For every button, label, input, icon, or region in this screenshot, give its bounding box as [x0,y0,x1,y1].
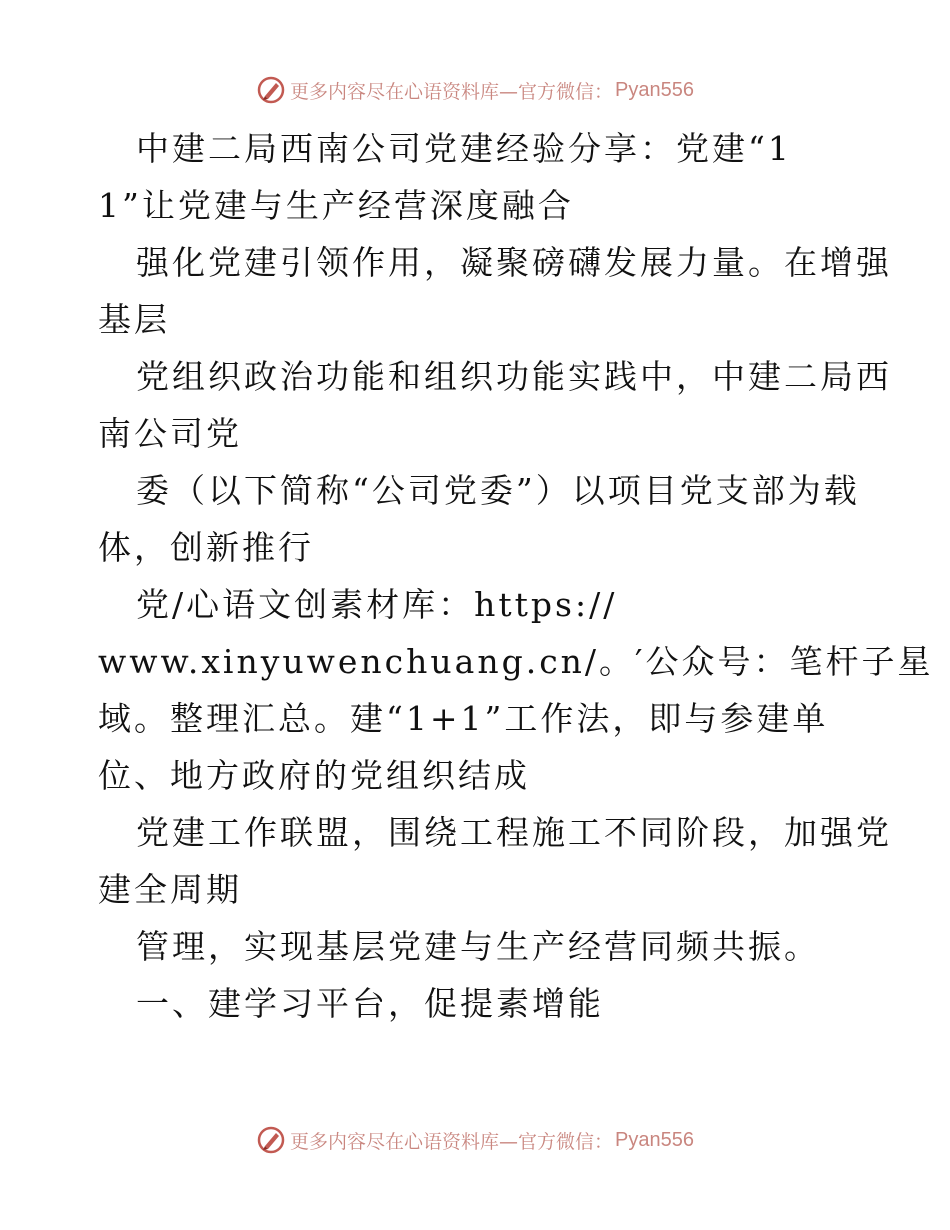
paragraph-line: 强化党建引领作用，凝聚磅礴发展力量。在增强 [136,243,892,282]
paragraph-line: 域。整理汇总。建“1+1”工作法，即与参建单 [98,699,829,738]
paragraph-line: 建全周期 [98,870,242,909]
footer-watermark-banner [0,1120,950,1160]
paragraph-line: 委（以下简称“公司党委”）以项目党支部为载 [136,471,860,510]
pen-circle-logo-icon [256,75,286,105]
banner-text: 更多内容尽在心语资料库—官方微信： [290,1130,614,1153]
paragraph-line: 南公司党 [98,414,242,453]
banner-text: 更多内容尽在心语资料库—官方微信： [290,80,614,103]
paragraph-line: 党组织政治功能和组织功能实践中，中建二局西 [136,357,892,396]
paragraph-line: 管理，实现基层党建与生产经营同频共振。 [136,927,820,966]
document-body [98,120,934,1032]
paragraph-line: 基层 [98,300,170,339]
header-watermark-banner [0,70,950,110]
paragraph-line-url: www.xinyuwenchuang.cn/。′公众号：笔杆子星 [98,642,934,681]
document-title-line-1: 中建二局西南公司党建经验分享：党建“1 [136,129,792,168]
banner-wechat-id: Pyan556 [615,78,694,101]
banner-wechat-id: Pyan556 [615,1128,694,1151]
paragraph-line: 体，创新推行 [98,528,314,567]
document-title-line-2: 1”让党建与生产经营深度融合 [98,186,574,225]
paragraph-line: 位、地方政府的党组织结成 [98,756,530,795]
pen-circle-logo-icon [256,1125,286,1155]
section-heading: 一、建学习平台，促提素增能 [136,984,604,1023]
paragraph-line: 党建工作联盟，围绕工程施工不同阶段，加强党 [136,813,892,852]
paragraph-line: 党/心语文创素材库：https:// [136,585,618,624]
